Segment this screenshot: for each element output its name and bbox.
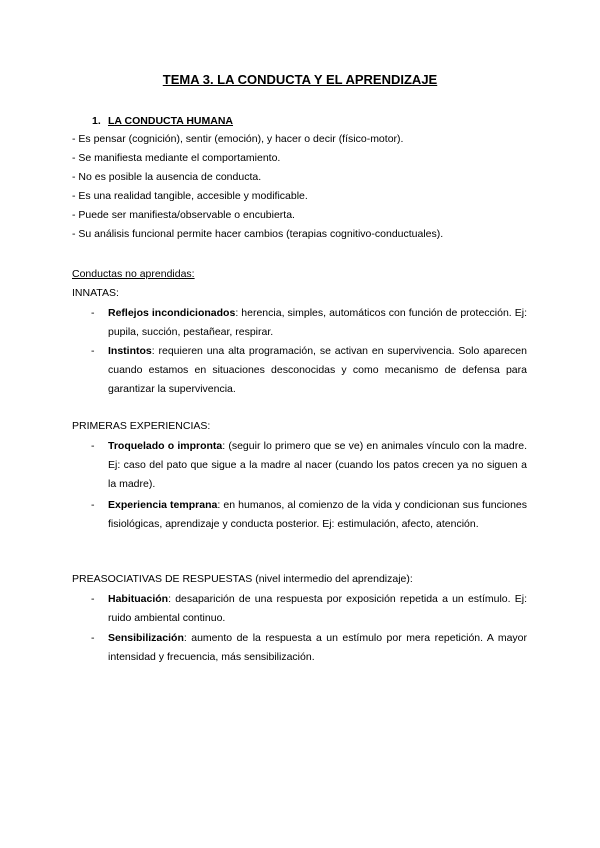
term: Instintos [108,345,152,357]
category-label: PRIMERAS EXPERIENCIAS: [72,420,211,432]
page-title: TEMA 3. LA CONDUCTA Y EL APRENDIZAJE [162,72,438,87]
section-number: 1. [92,115,101,127]
list-item: - Su análisis funcional permite hacer cambios (terapias cognitivo-conductuales). [72,228,444,240]
term: Troquelado o impronta [108,440,223,452]
list-item: - Reflejos incondicionados: herencia, simples, automáticos con función de protección. Ej: pupila, succión, pestañear, respirar. [91,307,528,338]
section-heading [92,115,233,127]
term: Sensibilización [108,632,184,644]
list-item: - Puede ser manifiesta/observable o encubierta. [72,209,295,221]
term: Reflejos incondicionados [108,307,236,319]
list-item: - Se manifiesta mediante el comportamiento. [72,152,281,164]
definition: : (seguir lo primero que se ve) en animales vínculo con la madre. Ej: caso del pato que sigue a la madre al nacer (cuando los patos crecen ya no siguen a la madre). [108,440,527,490]
list-item: - Sensibilización: aumento de la respuesta a un estímulo por mera repetición. A mayor intensidad y frecuencia, más sensibilización. [91,632,527,663]
list-item: - Instintos: requieren una alta programación, se activan en supervivencia. Solo aparecen cuando estamos en situaciones desconocidas y como mecanismo de defensa para garantizar la supervivencia. [91,345,527,395]
definition: : en humanos, al comienzo de la vida y condicionan sus funciones fisiológicas, aprendizaje y conducta posterior. Ej: estimulación, afecto, atención. [108,499,527,530]
definition: : aumento de la respuesta a un estímulo por mera repetición. A mayor intensidad y frecuencia, más sensibilización. [108,632,527,663]
definition: : herencia, simples, automáticos con función de protección. Ej: pupila, succión, pestañear, respirar. [108,307,528,338]
list-item: - No es posible la ausencia de conducta. [72,171,262,183]
term: Habituación [108,593,169,605]
term: Experiencia temprana [108,499,218,511]
category-label: PREASOCIATIVAS DE RESPUESTAS (nivel intermedio del aprendizaje): [72,573,413,585]
list-item: - Troquelado o impronta: (seguir lo primero que se ve) en animales vínculo con la madre. Ej: caso del pato que sigue a la madre al nacer (cuando los patos crecen ya no siguen a la madre). [91,440,527,490]
category-label: INNATAS: [72,287,119,299]
definition: : requieren una alta programación, se activan en supervivencia. Solo aparecen cuando estamos en situaciones desconocidas y como mecanismo de defensa para garantizar la supervivencia. [108,345,527,395]
list-item: - Habituación: desaparición de una respuesta por exposición repetida a un estímulo. Ej: ruido ambiental continuo. [91,593,527,624]
list-item: - Experiencia temprana: en humanos, al comienzo de la vida y condicionan sus funciones fisiológicas, aprendizaje y conducta posterior. Ej: estimulación, afecto, atención. [91,499,527,530]
definition: : desaparición de una respuesta por exposición repetida a un estímulo. Ej: ruido ambiental continuo. [108,593,527,624]
subsection-heading: Conductas no aprendidas: [72,268,195,280]
section-title: LA CONDUCTA HUMANA [108,115,234,127]
list-item: - Es una realidad tangible, accesible y modificable. [72,190,308,202]
list-item: - Es pensar (cognición), sentir (emoción), y hacer o decir (físico-motor). [72,133,404,145]
